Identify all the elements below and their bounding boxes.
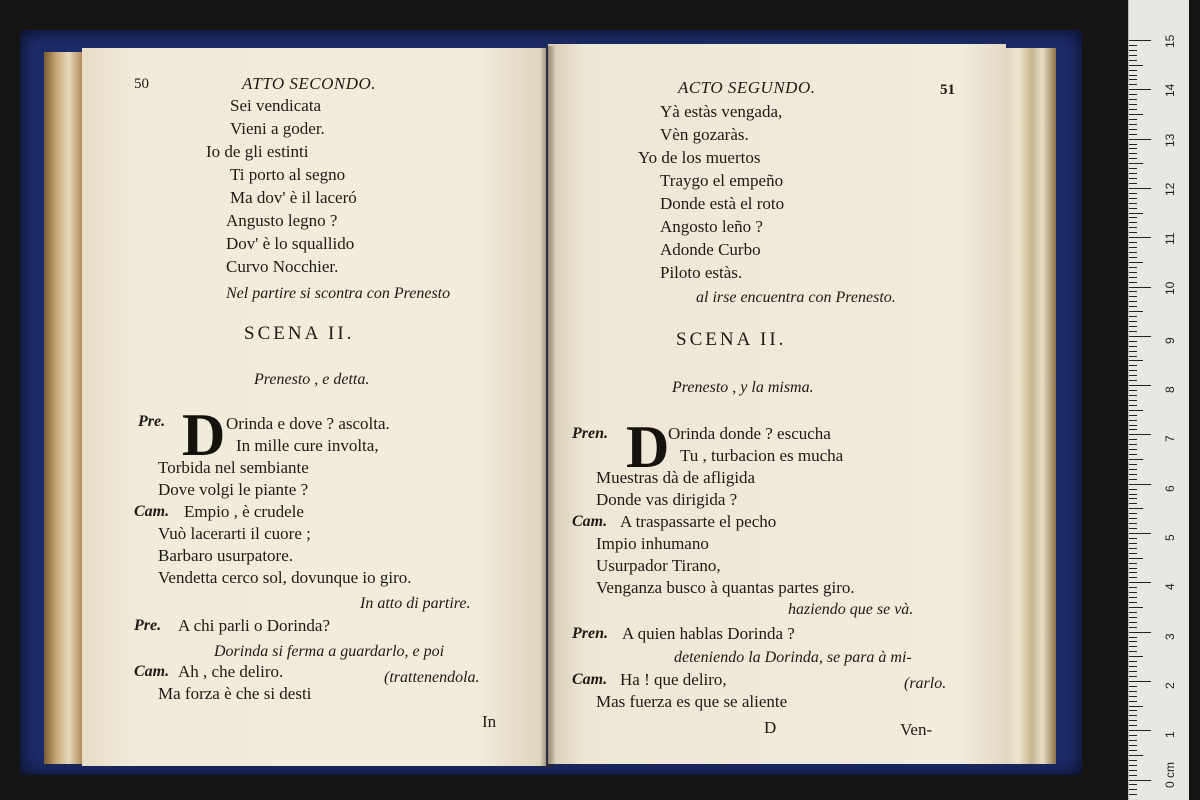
stage-direction: haziendo que se và. xyxy=(788,601,914,618)
ruler-tick xyxy=(1129,306,1137,307)
ruler-label: 10 xyxy=(1163,281,1177,295)
ruler-tick xyxy=(1129,548,1137,549)
speaker-label: Cam. xyxy=(572,671,608,688)
ruler-tick xyxy=(1129,686,1137,687)
ruler-tick xyxy=(1129,444,1137,445)
dialogue-line: Tu , turbacion es mucha xyxy=(680,446,844,465)
ruler-tick xyxy=(1129,676,1137,677)
dialogue-line: A chi parli o Dorinda? xyxy=(178,616,331,635)
ruler-tick xyxy=(1129,434,1151,435)
drop-capital: D xyxy=(626,414,670,480)
ruler-tick xyxy=(1129,449,1137,450)
ruler-tick xyxy=(1129,134,1137,135)
ruler-label: 8 xyxy=(1163,386,1177,394)
ruler-tick xyxy=(1129,370,1137,371)
ruler-tick xyxy=(1129,144,1137,145)
ruler-tick xyxy=(1129,568,1137,569)
ruler-tick xyxy=(1129,760,1137,761)
ruler-tick xyxy=(1129,262,1143,263)
ruler-tick xyxy=(1129,454,1137,455)
ruler-tick xyxy=(1129,622,1137,623)
ruler-tick xyxy=(1129,789,1137,790)
verse-line: Vieni a goder. xyxy=(230,119,325,138)
ruler-tick xyxy=(1129,346,1137,347)
dialogue-line: In mille cure involta, xyxy=(236,436,379,455)
ruler-tick xyxy=(1129,222,1137,223)
ruler-label: 11 xyxy=(1163,232,1177,246)
dialogue-line: Dove volgi le piante ? xyxy=(158,480,309,499)
catchword: In xyxy=(482,712,497,731)
ruler-tick xyxy=(1129,282,1137,283)
ruler-tick xyxy=(1129,139,1151,140)
ruler-tick xyxy=(1129,641,1137,642)
ruler-tick xyxy=(1129,326,1137,327)
speaker-label: Cam. xyxy=(134,663,170,680)
ruler-tick xyxy=(1129,607,1143,608)
ruler-label: 1 xyxy=(1163,731,1177,739)
ruler-tick xyxy=(1129,775,1137,776)
catchword: Ven- xyxy=(900,720,933,739)
ruler-label: 2 xyxy=(1163,682,1177,689)
ruler-tick xyxy=(1129,656,1143,657)
verse-line: Yà estàs vengada, xyxy=(660,102,783,121)
ruler-tick xyxy=(1129,55,1137,56)
ruler-tick xyxy=(1129,129,1137,130)
ruler-tick xyxy=(1129,395,1137,396)
ruler-tick xyxy=(1129,469,1137,470)
ruler-tick xyxy=(1129,109,1137,110)
ruler-tick xyxy=(1129,365,1137,366)
drop-capital: D xyxy=(182,402,226,468)
verse-line: Adonde Curbo xyxy=(660,240,761,259)
right-running-head: ACTO SEGUNDO. xyxy=(678,78,816,97)
ruler-tick xyxy=(1129,252,1137,253)
ruler-tick xyxy=(1129,651,1137,652)
speaker-label: Pre. xyxy=(138,413,166,430)
stage-direction: (rarlo. xyxy=(904,675,947,692)
ruler-tick xyxy=(1129,681,1151,682)
ruler-tick xyxy=(1129,765,1137,766)
ruler-tick xyxy=(1129,706,1143,707)
ruler-tick xyxy=(1129,188,1151,189)
ruler-tick xyxy=(1129,701,1137,702)
ruler-tick xyxy=(1129,691,1137,692)
ruler-label: 0 cm xyxy=(1163,761,1177,788)
ruler-tick xyxy=(1129,390,1137,391)
ruler-label: 13 xyxy=(1163,133,1177,147)
ruler-tick xyxy=(1129,597,1137,598)
ruler-tick xyxy=(1129,331,1137,332)
character-list: Prenesto , y la misma. xyxy=(672,379,814,396)
ruler-tick xyxy=(1129,602,1137,603)
ruler-tick xyxy=(1129,79,1137,80)
dialogue-line: Orinda e dove ? ascolta. xyxy=(226,414,390,433)
ruler-label: 5 xyxy=(1163,534,1177,541)
dialogue-line: Orinda donde ? escucha xyxy=(668,424,831,443)
ruler-label: 14 xyxy=(1163,83,1177,98)
scene-heading: SCENA II. xyxy=(244,323,355,344)
stage-direction: In atto di partire. xyxy=(360,595,471,612)
ruler-tick xyxy=(1129,637,1137,638)
ruler-tick xyxy=(1129,725,1137,726)
ruler-tick xyxy=(1129,272,1137,273)
dialogue-line: Muestras dà de afligida xyxy=(596,468,756,487)
ruler-tick xyxy=(1129,89,1151,90)
ruler-tick xyxy=(1129,715,1137,716)
ruler-tick xyxy=(1129,208,1137,209)
ruler-tick xyxy=(1129,498,1137,499)
ruler-tick xyxy=(1129,257,1137,258)
ruler-tick xyxy=(1129,311,1143,312)
ruler-tick xyxy=(1129,627,1137,628)
ruler-tick xyxy=(1129,513,1137,514)
ruler-tick xyxy=(1129,380,1137,381)
verse-line: Curvo Nocchier. xyxy=(226,257,339,276)
ruler-tick xyxy=(1129,104,1137,105)
verse-line: Dov' è lo squallido xyxy=(226,234,355,253)
dialogue-line: Ha ! que deliro, xyxy=(620,670,727,689)
ruler-tick xyxy=(1129,124,1137,125)
ruler-tick xyxy=(1129,730,1151,731)
ruler-tick xyxy=(1129,661,1137,662)
dialogue-line: Donde vas dirigida ? xyxy=(596,490,738,509)
ruler-tick xyxy=(1129,784,1137,785)
ruler-tick xyxy=(1129,750,1137,751)
ruler-tick xyxy=(1129,563,1137,564)
ruler-tick xyxy=(1129,94,1137,95)
ruler-tick xyxy=(1129,429,1137,430)
ruler-tick xyxy=(1129,296,1137,297)
ruler-tick xyxy=(1129,666,1137,667)
ruler-tick xyxy=(1129,356,1137,357)
ruler-tick xyxy=(1129,99,1137,100)
dialogue-line: Vuò lacerarti il cuore ; xyxy=(158,524,311,543)
verse-line: Donde està el roto xyxy=(660,194,785,213)
stage-direction: deteniendo la Dorinda, se para à mi- xyxy=(674,649,912,666)
ruler-tick xyxy=(1129,287,1151,288)
dialogue-line: Ma forza è che si desti xyxy=(158,684,312,703)
ruler-tick xyxy=(1129,528,1137,529)
verse-line: Piloto estàs. xyxy=(660,263,743,282)
dialogue-line: Ah , che deliro. xyxy=(178,662,284,681)
stage-direction: (trattenendola. xyxy=(384,669,480,686)
verse-line: Angosto leño ? xyxy=(660,217,763,236)
ruler-tick xyxy=(1129,740,1137,741)
ruler-label: 15 xyxy=(1163,34,1177,48)
ruler-tick xyxy=(1129,464,1137,465)
ruler-tick xyxy=(1129,242,1137,243)
ruler-label: 6 xyxy=(1163,485,1177,492)
ruler-label: 4 xyxy=(1163,583,1177,591)
ruler-tick xyxy=(1129,770,1137,771)
ruler-tick xyxy=(1129,168,1137,169)
verse-line: Vèn gozaràs. xyxy=(660,125,749,144)
ruler-tick xyxy=(1129,710,1137,711)
ruler-tick xyxy=(1129,193,1137,194)
ruler-tick xyxy=(1129,479,1137,480)
ruler-tick xyxy=(1129,321,1137,322)
ruler-label: 7 xyxy=(1163,435,1177,443)
ruler-tick xyxy=(1129,316,1137,317)
stage-direction: al irse encuentra con Prenesto. xyxy=(696,289,896,306)
ruler-tick xyxy=(1129,646,1137,647)
ruler-tick xyxy=(1129,213,1143,214)
ruler-tick xyxy=(1129,178,1137,179)
ruler-tick xyxy=(1129,247,1137,248)
ruler-tick xyxy=(1129,203,1137,204)
ruler-tick xyxy=(1129,671,1137,672)
left-page xyxy=(82,48,546,766)
ruler-tick xyxy=(1129,577,1137,578)
dialogue-line: Torbida nel sembiante xyxy=(158,458,309,477)
ruler-label: 12 xyxy=(1163,182,1177,196)
ruler-tick xyxy=(1129,459,1143,460)
ruler-tick xyxy=(1129,153,1137,154)
ruler-tick xyxy=(1129,385,1151,386)
ruler-tick xyxy=(1129,45,1137,46)
ruler-tick xyxy=(1129,375,1137,376)
ruler-tick xyxy=(1129,163,1143,164)
ruler-tick xyxy=(1129,617,1137,618)
verse-line: Ti porto al segno xyxy=(230,165,346,184)
dialogue-line: Impio inhumano xyxy=(596,534,709,553)
ruler-tick xyxy=(1129,558,1143,559)
stage-direction: Dorinda si ferma a guardarlo, e poi xyxy=(214,643,445,660)
ruler-tick xyxy=(1129,237,1151,238)
speaker-label: Pren. xyxy=(572,425,608,442)
ruler-tick xyxy=(1129,227,1137,228)
left-page-number: 50 xyxy=(134,76,149,92)
dialogue-line: A quien hablas Dorinda ? xyxy=(622,624,795,643)
ruler-tick xyxy=(1129,65,1143,66)
ruler-tick xyxy=(1129,474,1137,475)
signature-mark: D xyxy=(764,718,777,737)
ruler-tick xyxy=(1129,291,1137,292)
dialogue-line: Vendetta cerco sol, dovunque io giro. xyxy=(158,568,412,587)
ruler-tick xyxy=(1129,592,1137,593)
ruler-tick xyxy=(1129,415,1137,416)
ruler-tick xyxy=(1129,508,1143,509)
dialogue-line: Empio , è crudele xyxy=(184,502,304,521)
verse-line: Traygo el empeño xyxy=(660,171,784,190)
ruler-tick xyxy=(1129,198,1137,199)
ruler-label: 3 xyxy=(1163,632,1177,640)
verse-line: Io de gli estinti xyxy=(206,142,309,161)
verse-line: Angusto legno ? xyxy=(226,211,338,230)
ruler-tick xyxy=(1129,50,1137,51)
ruler-tick xyxy=(1129,114,1143,115)
scene-heading: SCENA II. xyxy=(676,329,787,350)
ruler-tick xyxy=(1129,405,1137,406)
ruler-tick xyxy=(1129,84,1137,85)
ruler-tick xyxy=(1129,632,1151,633)
dialogue-line: Usurpador Tirano, xyxy=(596,556,721,575)
ruler-tick xyxy=(1129,489,1137,490)
ruler-tick xyxy=(1129,70,1137,71)
measurement-ruler xyxy=(1128,0,1189,800)
dialogue-line: Mas fuerza es que se aliente xyxy=(596,692,788,711)
ruler-tick xyxy=(1129,735,1137,736)
book-gutter xyxy=(540,46,556,768)
ruler-tick xyxy=(1129,439,1137,440)
ruler-tick xyxy=(1129,119,1137,120)
page-edges-right xyxy=(1002,48,1056,764)
ruler-tick xyxy=(1129,425,1137,426)
ruler-tick xyxy=(1129,75,1137,76)
ruler-tick xyxy=(1129,745,1137,746)
left-running-head: ATTO SECONDO. xyxy=(242,74,377,93)
right-page xyxy=(548,44,1006,764)
speaker-label: Cam. xyxy=(572,513,608,530)
right-page-number: 51 xyxy=(940,82,955,98)
ruler-tick xyxy=(1129,538,1137,539)
ruler-tick xyxy=(1129,173,1137,174)
speaker-label: Pre. xyxy=(134,617,162,634)
ruler-tick xyxy=(1129,720,1137,721)
ruler-tick xyxy=(1129,553,1137,554)
verse-line: Sei vendicata xyxy=(230,96,322,115)
ruler-tick xyxy=(1129,60,1137,61)
ruler-tick xyxy=(1129,780,1151,781)
character-list: Prenesto , e detta. xyxy=(254,371,370,388)
ruler-tick xyxy=(1129,158,1137,159)
stage-direction: Nel partire si scontra con Prenesto xyxy=(226,285,451,302)
ruler-tick xyxy=(1129,400,1137,401)
ruler-tick xyxy=(1129,484,1151,485)
speaker-label: Cam. xyxy=(134,503,170,520)
ruler-tick xyxy=(1129,572,1137,573)
ruler-tick xyxy=(1129,336,1151,337)
ruler-tick xyxy=(1129,587,1137,588)
ruler-tick xyxy=(1129,612,1137,613)
ruler-tick xyxy=(1129,183,1137,184)
ruler-tick xyxy=(1129,217,1137,218)
ruler-tick xyxy=(1129,582,1151,583)
ruler-tick xyxy=(1129,533,1151,534)
verse-line: Yo de los muertos xyxy=(638,148,761,167)
ruler-tick xyxy=(1129,148,1137,149)
ruler-tick xyxy=(1129,523,1137,524)
ruler-tick xyxy=(1129,267,1137,268)
ruler-tick xyxy=(1129,503,1137,504)
ruler-tick xyxy=(1129,696,1137,697)
ruler-tick xyxy=(1129,543,1137,544)
ruler-tick xyxy=(1129,755,1143,756)
ruler-tick xyxy=(1129,360,1143,361)
ruler-tick xyxy=(1129,494,1137,495)
ruler-tick xyxy=(1129,518,1137,519)
ruler-tick xyxy=(1129,232,1137,233)
dialogue-line: A traspassarte el pecho xyxy=(620,512,777,531)
dialogue-line: Barbaro usurpatore. xyxy=(158,546,294,565)
ruler-tick xyxy=(1129,410,1143,411)
ruler-tick xyxy=(1129,794,1137,795)
ruler-tick xyxy=(1129,40,1151,41)
ruler-tick xyxy=(1129,301,1137,302)
dialogue-line: Venganza busco à quantas partes giro. xyxy=(596,578,855,597)
verse-line: Ma dov' è il laceró xyxy=(230,188,357,207)
ruler-tick xyxy=(1129,420,1137,421)
speaker-label: Pren. xyxy=(572,625,608,642)
ruler-tick xyxy=(1129,341,1137,342)
ruler-tick xyxy=(1129,277,1137,278)
ruler-tick xyxy=(1129,351,1137,352)
ruler-label: 9 xyxy=(1163,337,1177,344)
